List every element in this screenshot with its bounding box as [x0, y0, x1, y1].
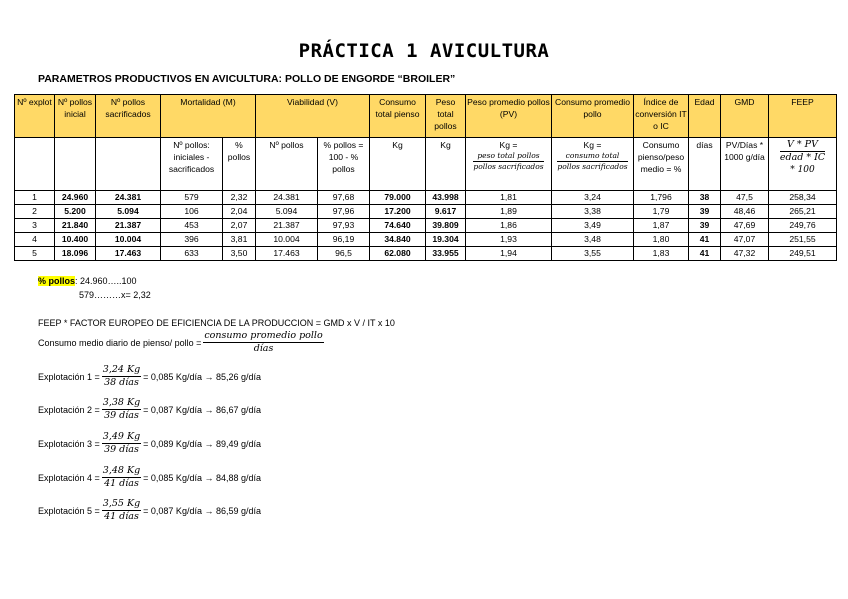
- header-sacrificados: Nº pollos sacrificados: [96, 95, 161, 138]
- units-row: [15, 138, 837, 191]
- header-row: [15, 95, 837, 138]
- pct-calc-line2: 579………x= 2,32: [79, 290, 151, 300]
- header-feep: FEEP: [769, 95, 837, 138]
- header-peso-promedio: Peso promedio pollos (PV): [466, 95, 552, 138]
- pct-label: % pollos: [38, 276, 76, 286]
- header-peso-total: Peso total pollos: [426, 95, 466, 138]
- consumo-promedio-formula: $\frac{\text{consumo total}}{\text{pollos sacrificados}}$: [557, 151, 628, 171]
- unit-indice: Consumo pienso/peso medio = %: [634, 138, 689, 191]
- unit-via-n: Nº pollos: [256, 138, 318, 191]
- explotacion-1-calc: Explotación 1 = $\frac{3,24 Kg}{\text{38 días}}$ = 0,085 Kg/día → 85,26 g/día: [38, 364, 261, 388]
- unit-consumo-promedio: Kg = $\frac{\text{consumo total}}{\text{pollos sacrificados}}$: [552, 138, 634, 191]
- page-subtitle: PARAMETROS PRODUCTIVOS EN AVICULTURA: POLLO DE ENGORDE “BROILER”: [38, 73, 456, 85]
- header-mortalidad: Mortalidad (M): [161, 95, 256, 138]
- feep-definition: FEEP * FACTOR EUROPEO DE EFICIENCIA DE LA PRODUCCION = GMD x V / IT x 10: [38, 318, 395, 328]
- explotacion-4-calc: Explotación 4 = $\frac{3,48 Kg}{\text{41 días}}$ = 0,085 Kg/día → 84,88 g/día: [38, 465, 261, 489]
- unit-via-pct: % pollos = 100 - % pollos: [318, 138, 370, 191]
- table-row: 2 5.200 5.094 106 2,04 5.094 97,96 17.200 9.617 1,89 3,38 1,79 39 48,46 265,21: [15, 205, 837, 219]
- header-explot: Nº explot: [15, 95, 55, 138]
- explotacion-2-calc: Explotación 2 = $\frac{3,38 Kg}{\text{39 días}}$ = 0,087 Kg/día → 86,67 g/día: [38, 397, 261, 421]
- unit-consumo-total: Kg: [370, 138, 426, 191]
- table-row: 1 24.960 24.381 579 2,32 24.381 97,68 79.000 43.998 1,81 3,24 1,796 38 47,5 258,34: [15, 191, 837, 205]
- unit-feep: $\frac{V * PV}{\text{edad * IC}}$ * 100: [769, 138, 837, 191]
- page-title: PRÁCTICA 1 AVICULTURA: [298, 40, 550, 62]
- pct-calc-line1: % pollos: 24.960…..100: [38, 276, 137, 286]
- header-consumo-promedio: Consumo promedio pollo: [552, 95, 634, 138]
- table-row: 5 18.096 17.463 633 3,50 17.463 96,5 62.080 33.955 1,94 3,55 1,83 41 47,32 249,51: [15, 247, 837, 261]
- peso-promedio-formula: $\frac{\text{peso total pollos}}{\text{pollos sacrificados}}$: [473, 151, 544, 171]
- header-gmd: GMD: [721, 95, 769, 138]
- explotacion-5-calc: Explotación 5 = $\frac{3,55 Kg}{\text{41 días}}$ = 0,087 Kg/día → 86,59 g/día: [38, 498, 261, 522]
- header-viabilidad: Viabilidad (V): [256, 95, 370, 138]
- unit-edad: días: [689, 138, 721, 191]
- unit-peso-total: Kg: [426, 138, 466, 191]
- table-row: 3 21.840 21.387 453 2,07 21.387 97,93 74.640 39.809 1,86 3,49 1,87 39 47,69 249,76: [15, 219, 837, 233]
- header-pollos-inicial: Nº pollos inicial: [55, 95, 96, 138]
- unit-gmd: PV/Días * 1000 g/día: [721, 138, 769, 191]
- consumo-medio-formula: Consumo medio diario de pienso/ pollo = $\frac{\text{consumo promedio pollo}}{\text{días}}$: [38, 330, 323, 354]
- parameters-table: [14, 94, 837, 261]
- unit-mort-n: Nº pollos: iniciales - sacrificados: [161, 138, 223, 191]
- unit-mort-pct: % pollos: [223, 138, 256, 191]
- unit-peso-promedio: Kg = $\frac{\text{peso total pollos}}{\text{pollos sacrificados}}$: [466, 138, 552, 191]
- header-edad: Edad: [689, 95, 721, 138]
- header-indice: Índice de conversión IT o IC: [634, 95, 689, 138]
- table-row: 4 10.400 10.004 396 3,81 10.004 96,19 34.840 19.304 1,93 3,48 1,80 41 47,07 251,55: [15, 233, 837, 247]
- explotacion-3-calc: Explotación 3 = $\frac{3,49 Kg}{\text{39 días}}$ = 0,089 Kg/día → 89,49 g/día: [38, 431, 261, 455]
- header-consumo-total: Consumo total pienso: [370, 95, 426, 138]
- feep-formula: $\frac{V * PV}{\text{edad * IC}}$: [779, 139, 826, 163]
